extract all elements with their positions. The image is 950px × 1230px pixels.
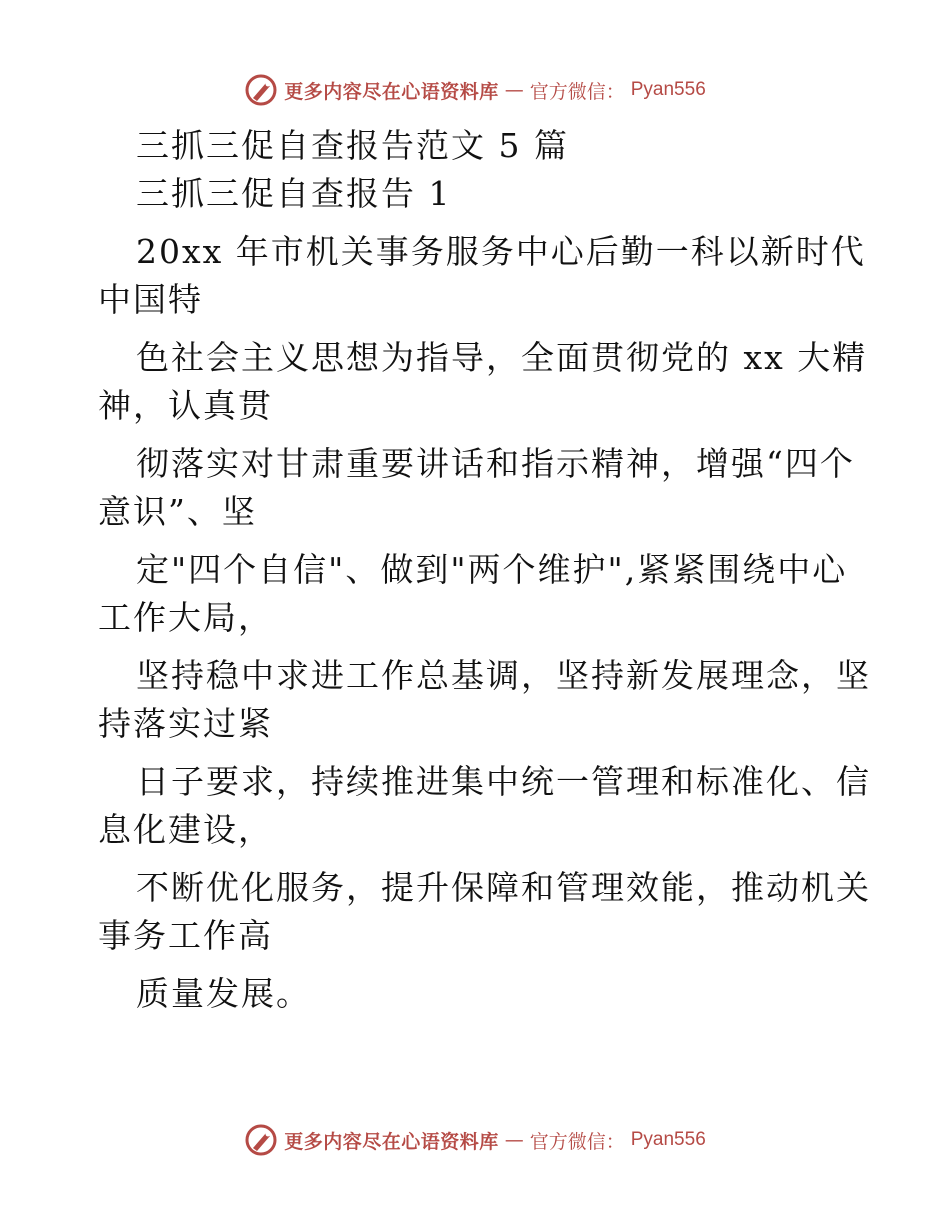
paragraph-line: 坚持稳中求进工作总基调，坚持新发展理念，坚 [136,656,871,695]
header-wechat-label: 官方微信： [529,80,625,103]
paragraph-line: 事务工作高 [98,916,273,955]
section-heading: 三抓三促自查报告 1 [136,174,452,213]
header-banner [0,70,950,110]
header-wechat-id: Pyan556 [630,79,706,100]
paragraph-line: 日子要求，持续推进集中统一管理和标准化、信 [136,762,871,801]
footer-site-text: 更多内容尽在心语资料库 [284,1130,499,1153]
paragraph-line: 质量发展。 [136,974,311,1013]
paragraph-line: 持落实过紧 [98,704,273,743]
paragraph-line: 意识”、坚 [98,492,257,531]
paragraph-line: 不断优化服务，提升保障和管理效能，推动机关 [136,868,871,907]
paragraph-line: 中国特 [98,280,203,319]
document-title: 三抓三促自查报告范文 5 篇 [136,126,569,165]
paragraph-line: 定"四个自信"、做到"两个维护",紧紧围绕中心 [136,550,848,589]
footer-separator: — [504,1129,524,1151]
paragraph-line: 工作大局， [98,598,273,637]
pen-logo-icon [244,73,278,107]
paragraph-line: 色社会主义思想为指导，全面贯彻党的 xx 大精 [136,338,868,377]
document-body [98,122,871,1018]
footer-wechat-id: Pyan556 [630,1129,706,1150]
header-separator: — [504,79,524,101]
header-site-text: 更多内容尽在心语资料库 [284,80,499,103]
pen-logo-icon [244,1123,278,1157]
paragraph-line: 彻落实对甘肃重要讲话和指示精神，增强“四个 [136,444,855,483]
paragraph-line: 息化建设， [98,810,273,849]
footer-banner [0,1120,950,1160]
paragraph-line: 20xx 年市机关事务服务中心后勤一科以新时代 [136,232,866,271]
paragraph-line: 神，认真贯 [98,386,273,425]
footer-wechat-label: 官方微信： [529,1130,625,1153]
